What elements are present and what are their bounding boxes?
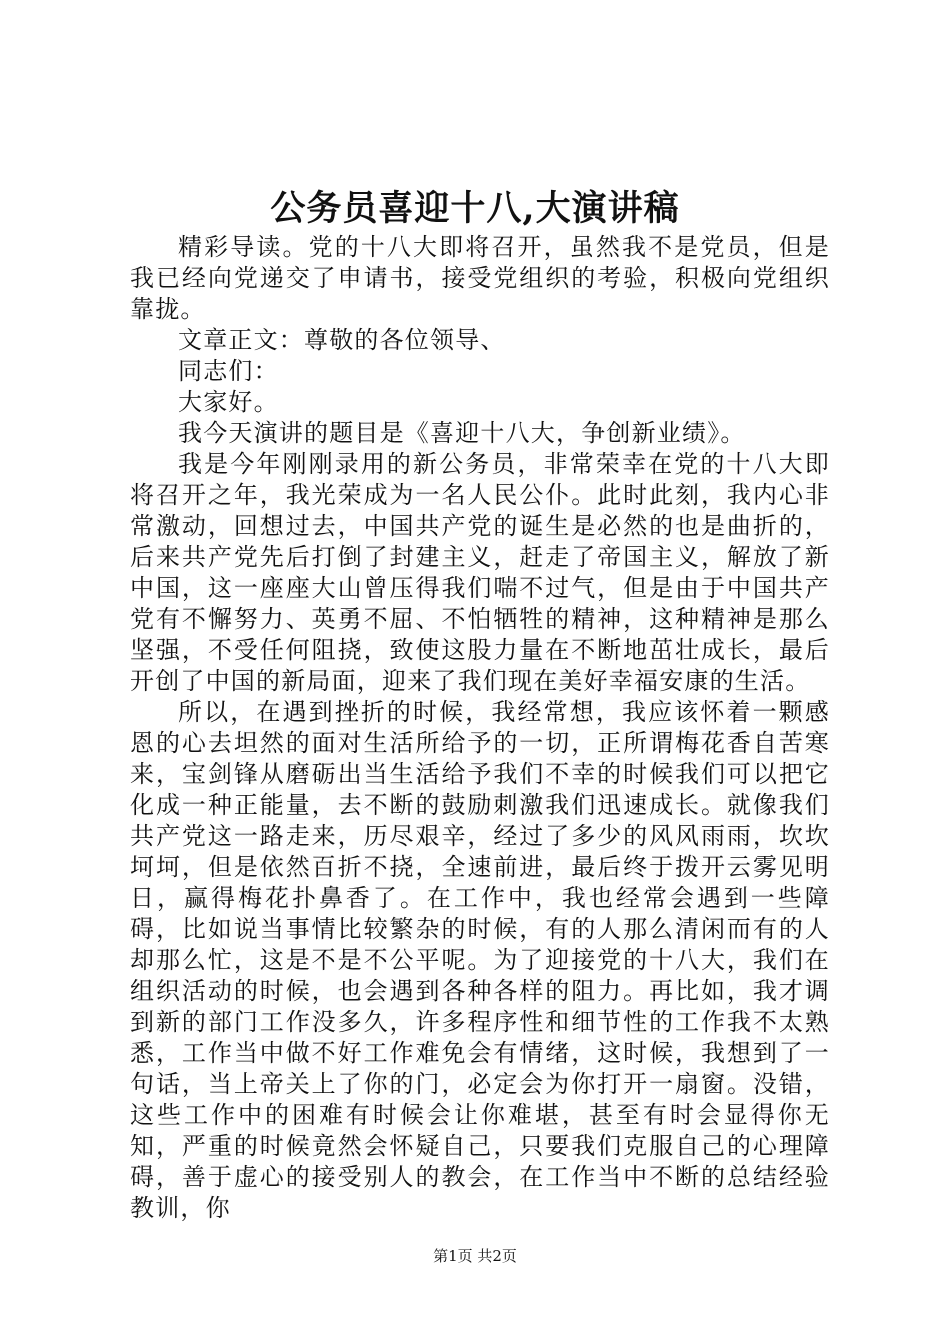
paragraph-body-1: 我是今年刚刚录用的新公务员，非常荣幸在党的十八大即将召开之年，我光荣成为一名人民公仆。此时此刻，我内心非常激动，回想过去，中国共产党的诞生是必然的也是曲折的，后来共产党先后打倒了封建主义，赶走了帝国主义，解放了新中国，这一座座大山曾压得我们喘不过气，但是由于中国共产党有不懈努力、英勇不屈、不怕牺牲的精神，这种精神是那么坚强，不受任何阻挠，致使这股力量在不断地茁壮成长，最后开创了中国的新局面，迎来了我们现在美好幸福安康的生活。	[130, 450, 830, 695]
paragraph-greeting: 大家好。	[178, 388, 279, 416]
paragraph-intro: 精彩导读。党的十八大即将召开，虽然我不是党员，但是我已经向党递交了申请书，接受党组织的考验，积极向党组织靠拢。	[130, 233, 830, 323]
paragraph-topic: 我今天演讲的题目是《喜迎十八大，争创新业绩》。	[178, 419, 746, 447]
paragraph-body-2: 所以，在遇到挫折的时候，我经常想，我应该怀着一颗感恩的心去坦然的面对生活所给予的一切，正所谓梅花香自苦寒来，宝剑锋从磨砺出当生活给予我们不幸的时候我们可以把它化成一种正能量，去不断的鼓励刺激我们迅速成长。就像我们共产党这一路走来，历尽艰辛，经过了多少的风风雨雨，坎坎坷坷，但是依然百折不挠，全速前进，最后终于拨开云雾见明日，赢得梅花扑鼻香了。在工作中，我也经常会遇到一些障碍，比如说当事情比较繁杂的时候，有的人那么清闲而有的人却那么忙，这是不是不公平呢。为了迎接党的十八大，我们在组织活动的时候，也会遇到各种各样的阻力。再比如，我才调到新的部门工作没多久，许多程序性和细节性的工作我不太熟悉，工作当中做不好工作难免会有情绪，这时候，我想到了一句话，当上帝关上了你的门，必定会为你打开一扇窗。没错，这些工作中的困难有时候会让你难堪，甚至有时会显得你无知，严重的时候竟然会怀疑自己，只要我们克服自己的心理障碍，善于虚心的接受别人的教会，在工作当中不断的总结经验教训，你	[130, 698, 830, 1222]
paragraph-comrades: 同志们：	[178, 357, 279, 385]
paragraph-salutation: 文章正文：尊敬的各位领导、	[178, 326, 506, 354]
page-footer: 第1页 共2页	[433, 1247, 517, 1265]
page-title: 公务员喜迎十八,大演讲稿	[270, 188, 680, 229]
document-body	[130, 232, 830, 1224]
